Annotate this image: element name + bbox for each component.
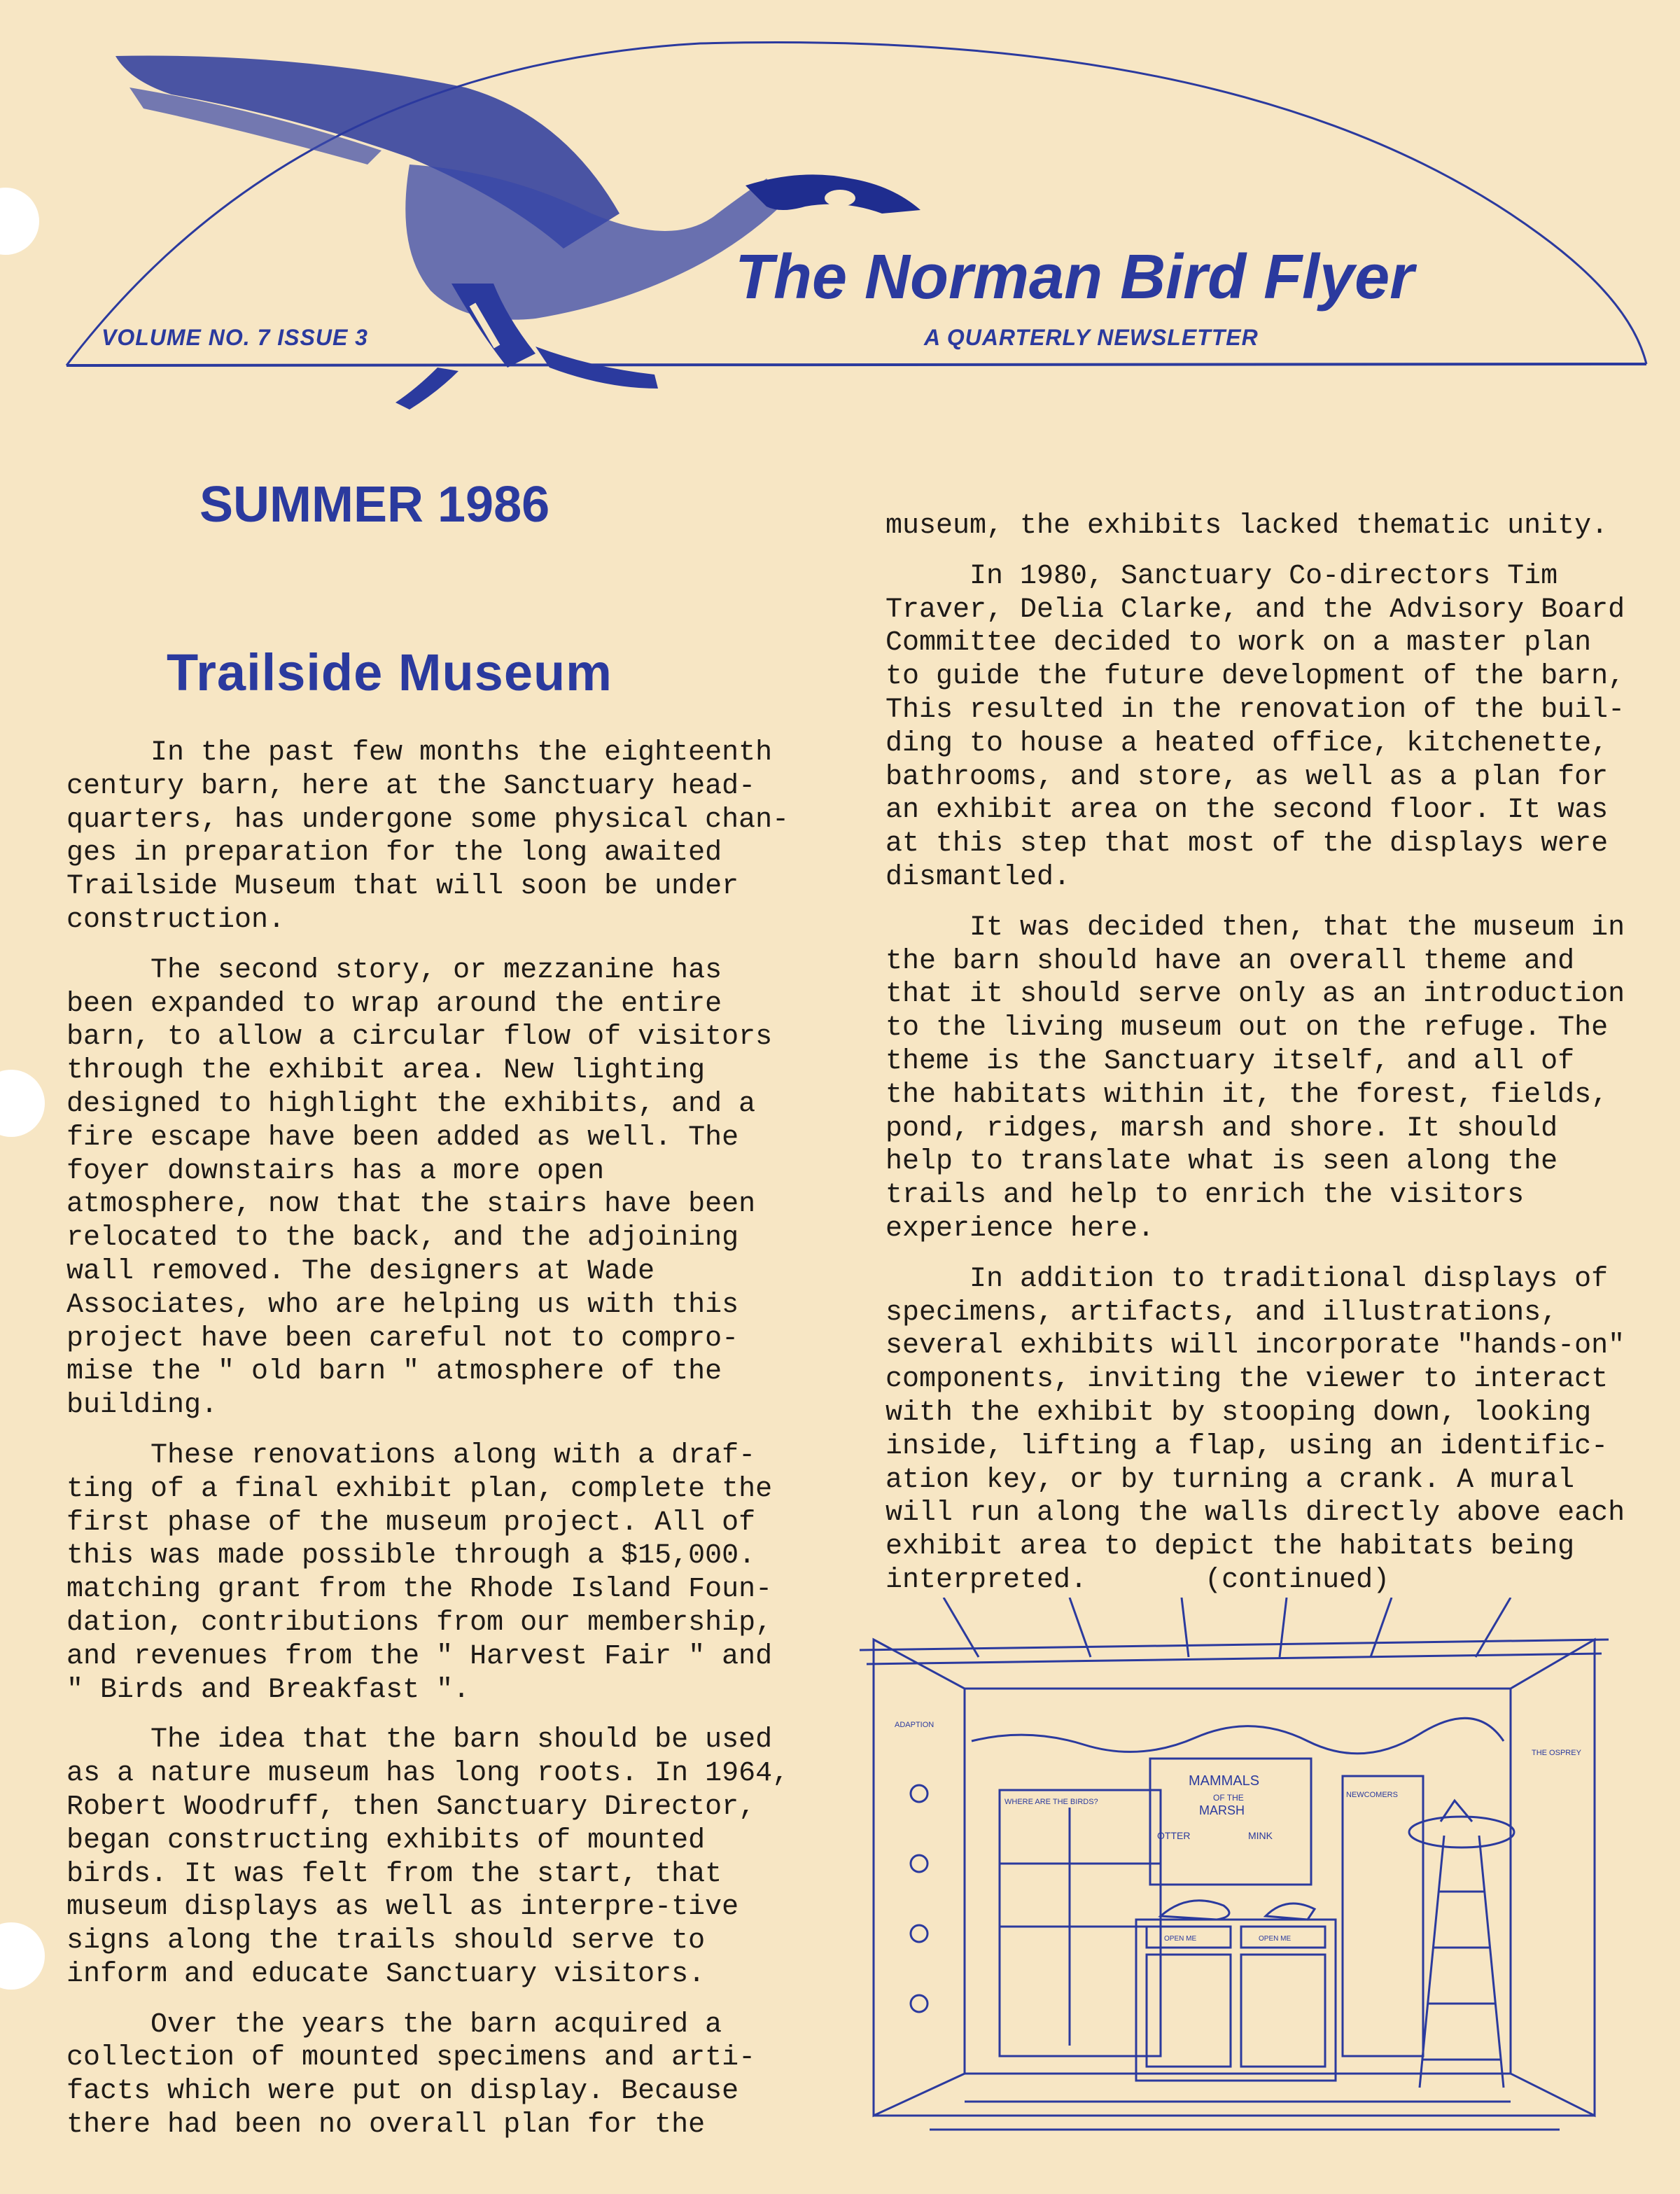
panel-mammals-sub2: MARSH xyxy=(1199,1803,1245,1817)
masthead xyxy=(0,0,1680,434)
article-title: Trailside Museum xyxy=(167,643,612,701)
panel-mammals-title: MAMMALS xyxy=(1189,1773,1260,1789)
article-paragraph xyxy=(886,1263,1642,1598)
issue-season: SUMMER 1986 xyxy=(200,477,550,533)
article-right-column xyxy=(886,510,1642,1598)
continued-label: (continued) xyxy=(1205,1564,1390,1596)
panel-mammals-sub1: OF THE xyxy=(1213,1793,1244,1803)
article-paragraph: These renovations along with a draf-ting of a final exhibit plan, complete the first phase of the museum project. All of this was made possible through a $15,000. matching grant from the Rhode Island Foun-dation, contributions from our membership, and revenues from the " Harvest Fair " and " Birds and Breakfast ". xyxy=(66,1439,790,1706)
article-paragraph-text: In addition to traditional displays of specimens, artifacts, and illustrations, several exhibits will incorporate "hands-on" components, inviting the viewer to interact with the exhibit by stooping down, looking inside, lifting a flap, using an identific-ation key, or by turning a crank. A mural will run along the walls directly above each exhibit area to depict the habitats being interpreted. xyxy=(886,1263,1642,1596)
newsletter-subtitle: A QUARTERLY NEWSLETTER xyxy=(924,325,1259,350)
panel-adaptation: ADAPTION xyxy=(895,1721,934,1729)
flap-open-me: OPEN ME xyxy=(1259,1935,1292,1943)
exhibit-sketch xyxy=(860,1598,1609,2144)
punch-hole xyxy=(0,1922,45,1990)
article-paragraph: The idea that the barn should be used as a nature museum has long roots. In 1964, Robert Woodruff, then Sanctuary Director, began constructing exhibits of mounted birds. It was felt from the start, that museum displays as well as interpre-tive signs along the trails should serve to inform and educate Sanctuary visitors. xyxy=(66,1724,806,1990)
panel-mink: MINK xyxy=(1248,1830,1273,1841)
panel-osprey: THE OSPREY xyxy=(1532,1749,1581,1757)
panel-birds: WHERE ARE THE BIRDS? xyxy=(1004,1798,1098,1806)
newsletter-title: The Norman Bird Flyer xyxy=(735,242,1415,312)
article-paragraph: It was decided then, that the museum in the barn should have an overall theme and that it should serve only as an introduction to the living museum out on the refuge. The theme is the Sanctuary itself, and all of the habitats within it, the forest, fields, pond, ridges, marsh and shore. It should help to translate what is seen along the trails and help to enrich the visitors experience here. xyxy=(886,911,1642,1245)
canada-goose-icon xyxy=(115,39,941,417)
flap-open-me: OPEN ME xyxy=(1164,1935,1197,1943)
article-paragraph: In the past few months the eighteenth century barn, here at the Sanctuary head-quarters, has undergone some physical chan-ges in preparation for the long awaited Trailside Museum that will soon be under construction. xyxy=(66,737,790,936)
exhibit-illustration xyxy=(860,1598,1609,2144)
volume-issue: VOLUME NO. 7 ISSUE 3 xyxy=(102,325,368,350)
article-paragraph: In 1980, Sanctuary Co-directors Tim Traver, Delia Clarke, and the Advisory Board Committee decided to work on a master plan to guide the future development of the barn, This resulted in the renovation of the buil-ding to house a heated office, kitchenette, bathrooms, and store, as well as a plan for an exhibit area on the second floor. It was at this step that most of the displays were dismantled. xyxy=(886,560,1642,893)
article-paragraph: The second story, or mezzanine has been expanded to wrap around the entire barn, to allow a circular flow of visitors through the exhibit area. New lighting designed to highlight the exhibits, and a fire escape have been added as well. The foyer downstairs has a more open atmosphere, now that the stairs have been relocated to the back, and the adjoining wall removed. The designers at Wade Associates, who are helping us with this project have been careful not to compro-mise the " old barn " atmosphere of the building. xyxy=(66,954,790,1422)
article-paragraph: Over the years the barn acquired a collection of mounted specimens and arti-facts which were put on display. Because there had been no overall plan for the xyxy=(66,2008,756,2141)
article-continuation: museum, the exhibits lacked thematic unity. xyxy=(886,510,1609,542)
punch-hole xyxy=(0,1070,45,1137)
article-left-column xyxy=(66,736,806,2159)
panel-otter: OTTER xyxy=(1157,1830,1191,1841)
panel-newcomers: NEWCOMERS xyxy=(1346,1791,1398,1799)
